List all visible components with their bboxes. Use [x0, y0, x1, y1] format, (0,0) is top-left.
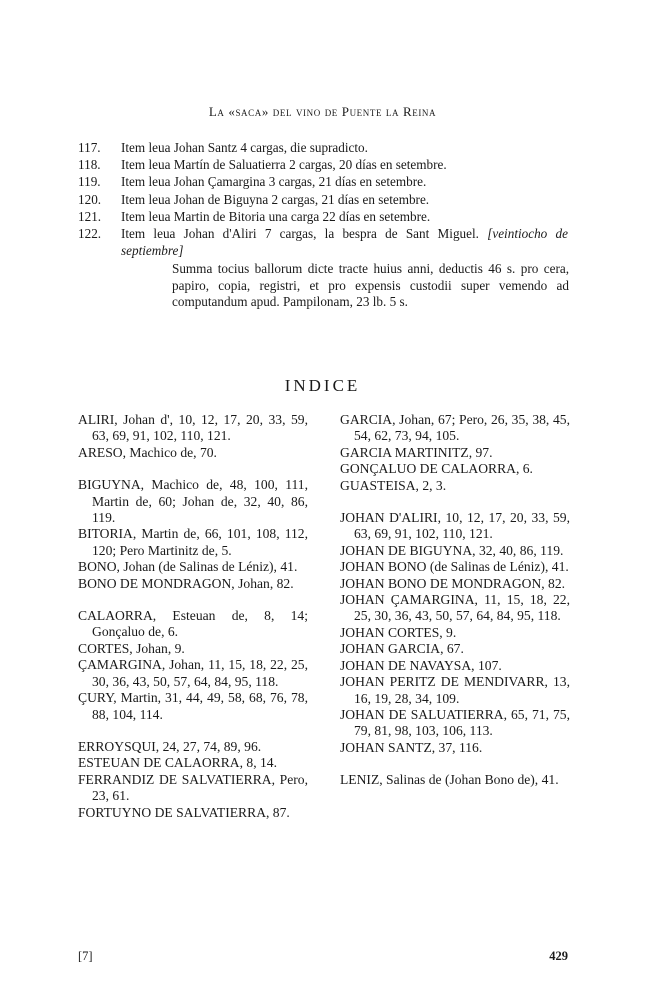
index-entry: ERROYSQUI, 24, 27, 74, 89, 96.: [78, 738, 262, 754]
index-entry: JOHAN PERITZ DE MENDIVARR, 13, 16, 19, 28, 34, 109.: [340, 674, 570, 706]
entry-text: Item leua Martín de Saluatierra 2 cargas, 20 días en setembre.: [121, 157, 447, 173]
index-entry: JOHAN ÇAMARGINA, 11, 15, 18, 22, 25, 30, 36, 43, 50, 57, 64, 84, 95, 118.: [340, 592, 570, 624]
running-head: [0, 104, 645, 120]
index-entry: JOHAN DE SALUATIERRA, 65, 71, 75, 79, 81, 98, 103, 106, 113.: [340, 706, 570, 739]
entry-number: 121.: [78, 208, 102, 224]
document-entries: [78, 139, 568, 259]
index-entry: GARCIA, Johan, 67; Pero, 26, 35, 38, 45, 54, 62, 73, 94, 105.: [340, 412, 570, 444]
index-entry: JOHAN DE BIGUYNA, 32, 40, 86, 119.: [340, 542, 564, 558]
index-entry: JOHAN CORTES, 9.: [340, 624, 457, 640]
index-entry: FERRANDIZ DE SALVATIERRA, Pero, 23, 61.: [78, 771, 308, 804]
entry-text: Item leua Johan Santz 4 cargas, die supradicto.: [121, 140, 368, 155]
index-entry: JOHAN SANTZ, 37, 116.: [340, 739, 483, 755]
entry-number: 117.: [78, 140, 101, 155]
index-entry: ESTEUAN DE CALAORRA, 8, 14.: [78, 755, 277, 771]
entry-text: Item leua Johan Çamargina 3 cargas, 21 días en setembre.: [121, 174, 427, 190]
index-entry: JOHAN D'ALIRI, 10, 12, 17, 20, 33, 59, 63, 69, 91, 102, 110, 121.: [340, 510, 570, 542]
entry: [78, 173, 568, 190]
index-entry: JOHAN BONO DE MONDRAGON, 82.: [340, 575, 566, 591]
entry-text: Item leua Martin de Bitoria una carga 22 días en setembre.: [121, 208, 431, 224]
index-title: INDICE: [284, 376, 361, 395]
index-gap: [78, 461, 308, 477]
entry-number: 119.: [78, 174, 101, 190]
entry: [78, 225, 568, 259]
entry: [78, 139, 568, 156]
entry-text: Item leua Johan d'Aliri 7 cargas, la bespra de Sant Miguel.: [121, 226, 488, 242]
index-entry: BONO, Johan (de Salinas de Léniz), 41.: [78, 559, 298, 575]
signature-mark: [7]: [78, 949, 93, 963]
index-gap: [340, 494, 570, 510]
index-entry: GARCIA MARTINITZ, 97.: [340, 444, 493, 460]
entry: [78, 208, 568, 225]
entry-editorial-note: [veintiocho de septiembre]: [121, 226, 568, 259]
index-entry: BONO DE MONDRAGON, Johan, 82.: [78, 575, 294, 591]
page-number: 429: [549, 949, 568, 963]
index-column-right: [340, 412, 570, 789]
index-entry: ARESO, Machico de, 70.: [78, 444, 217, 460]
summa-paragraph: Summa tocius ballorum dicte tracte huius anni, deductis 46 s. pro cera, papiro, copia, registri, et pro expensis custodii super vemendo ad computandum apud. Pampilonam, 23 lb. 5 s.: [172, 261, 569, 309]
index-entry: ÇURY, Martin, 31, 44, 49, 58, 68, 76, 78, 88, 104, 114.: [78, 690, 308, 722]
entry-number: 120.: [78, 191, 102, 207]
index-entry: JOHAN BONO (de Salinas de Léniz), 41.: [340, 559, 569, 575]
running-head-text: La «saca» del vino de Puente la Reina: [208, 104, 437, 119]
index-gap: [340, 756, 570, 772]
index-entry: BIGUYNA, Machico de, 48, 100, 111, Martin de, 60; Johan de, 32, 40, 86, 119.: [78, 477, 308, 526]
index-entry: CORTES, Johan, 9.: [78, 640, 185, 656]
index-entry: GUASTEISA, 2, 3.: [340, 477, 447, 493]
index-entry: CALAORRA, Esteuan de, 8, 14; Gonçaluo de, 6.: [78, 608, 308, 640]
index-entry: ÇAMARGINA, Johan, 11, 15, 18, 22, 25, 30, 36, 43, 50, 57, 64, 84, 95, 118.: [78, 657, 308, 689]
index-entry: ALIRI, Johan d', 10, 12, 17, 20, 33, 59, 63, 69, 91, 102, 110, 121.: [78, 412, 308, 444]
index-entry: GONÇALUO DE CALAORRA, 6.: [340, 461, 533, 477]
entry-text: Item leua Johan de Biguyna 2 cargas, 21 días en setembre.: [121, 191, 430, 207]
entry: [78, 156, 568, 173]
index-entry: BITORIA, Martin de, 66, 101, 108, 112, 120; Pero Martinitz de, 5.: [78, 526, 308, 558]
index-column-left: [78, 412, 308, 821]
entry-number: 122.: [78, 226, 102, 242]
entry: [78, 191, 568, 208]
index-gap: [78, 723, 308, 739]
index-gap: [78, 592, 308, 608]
entry-number: 118.: [78, 157, 101, 173]
index-entry: FORTUYNO DE SALVATIERRA, 87.: [78, 804, 290, 820]
index-entry: JOHAN DE NAVAYSA, 107.: [340, 657, 502, 673]
index-entry: JOHAN GARCIA, 67.: [340, 641, 464, 657]
index-entry: LENIZ, Salinas de (Johan Bono de), 41.: [340, 772, 559, 788]
